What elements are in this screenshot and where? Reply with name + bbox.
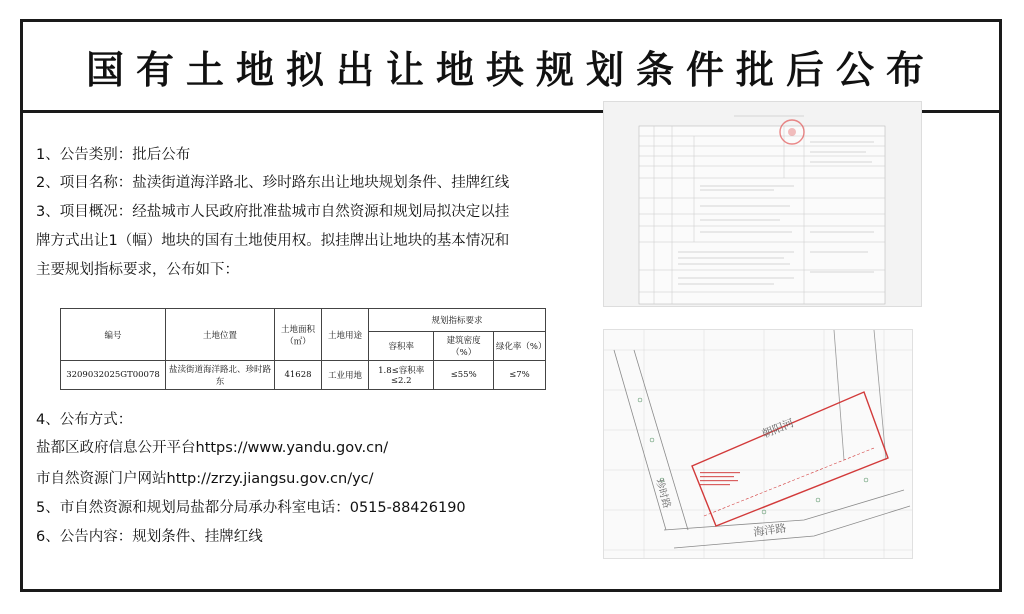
overview-line-3: 主要规划指标要求，公布如下：	[36, 262, 239, 278]
planning-conditions-scan	[603, 101, 922, 307]
title-bar	[23, 22, 999, 113]
header-indicators: 规划指标要求	[369, 309, 546, 332]
header-use: 土地用途	[322, 309, 369, 361]
header-code: 编号	[61, 309, 166, 361]
project-name-line: 2、项目名称：盐渎街道海洋路北、珍时路东出让地块规划条件、挂牌红线	[36, 175, 510, 191]
table-row	[61, 361, 546, 390]
redline-map-scan	[603, 329, 913, 559]
cell-far: 1.8≤容积率≤2.2	[369, 361, 434, 390]
content-line: 6、公告内容：规划条件、挂牌红线	[36, 529, 263, 545]
platform-link-1[interactable]: 盐都区政府信息公开平台https://www.yandu.gov.cn/	[36, 440, 389, 456]
cell-location: 盐渎街道海洋路北、珍时路东	[166, 361, 275, 390]
map-label-chaoyang: 朝阳河	[760, 416, 796, 441]
cell-code: 3209032025GT00078	[61, 361, 166, 390]
map-label-zhenshi: 珍时路	[653, 477, 672, 510]
plan-table	[60, 308, 546, 390]
header-green: 绿化率（%）	[493, 332, 545, 361]
cell-density: ≤55%	[434, 361, 494, 390]
phone-line: 5、市自然资源和规划局盐都分局承办科室电话：0515-88426190	[36, 500, 466, 516]
planning-conditions-figure	[604, 102, 921, 306]
category-line: 1、公告类别：批后公布	[36, 147, 191, 163]
redline-map-figure	[604, 330, 912, 558]
overview-line-2: 牌方式出让1（幅）地块的国有土地使用权。拟挂牌出让地块的基本情况和	[36, 233, 510, 249]
parcel-redline	[692, 392, 888, 526]
header-area: 土地面积（㎡）	[275, 309, 322, 361]
method-line: 4、公布方式：	[36, 412, 133, 428]
cell-green: ≤7%	[493, 361, 545, 390]
header-far: 容积率	[369, 332, 434, 361]
platform-link-2[interactable]: 市自然资源门户网站http://zrzy.jiangsu.gov.cn/yc/	[36, 471, 374, 487]
table-header-row	[61, 309, 546, 332]
header-location: 土地位置	[166, 309, 275, 361]
cell-use: 工业用地	[322, 361, 369, 390]
cell-area: 41628	[275, 361, 322, 390]
header-density: 建筑密度（%）	[434, 332, 494, 361]
map-label-haiyang: 海洋路	[752, 521, 788, 539]
overview-line-1: 3、项目概况：经盐城市人民政府批准盐城市自然资源和规划局拟决定以挂	[36, 204, 510, 220]
page-title: 国有土地拟出让地块规划条件批后公布	[85, 47, 936, 92]
